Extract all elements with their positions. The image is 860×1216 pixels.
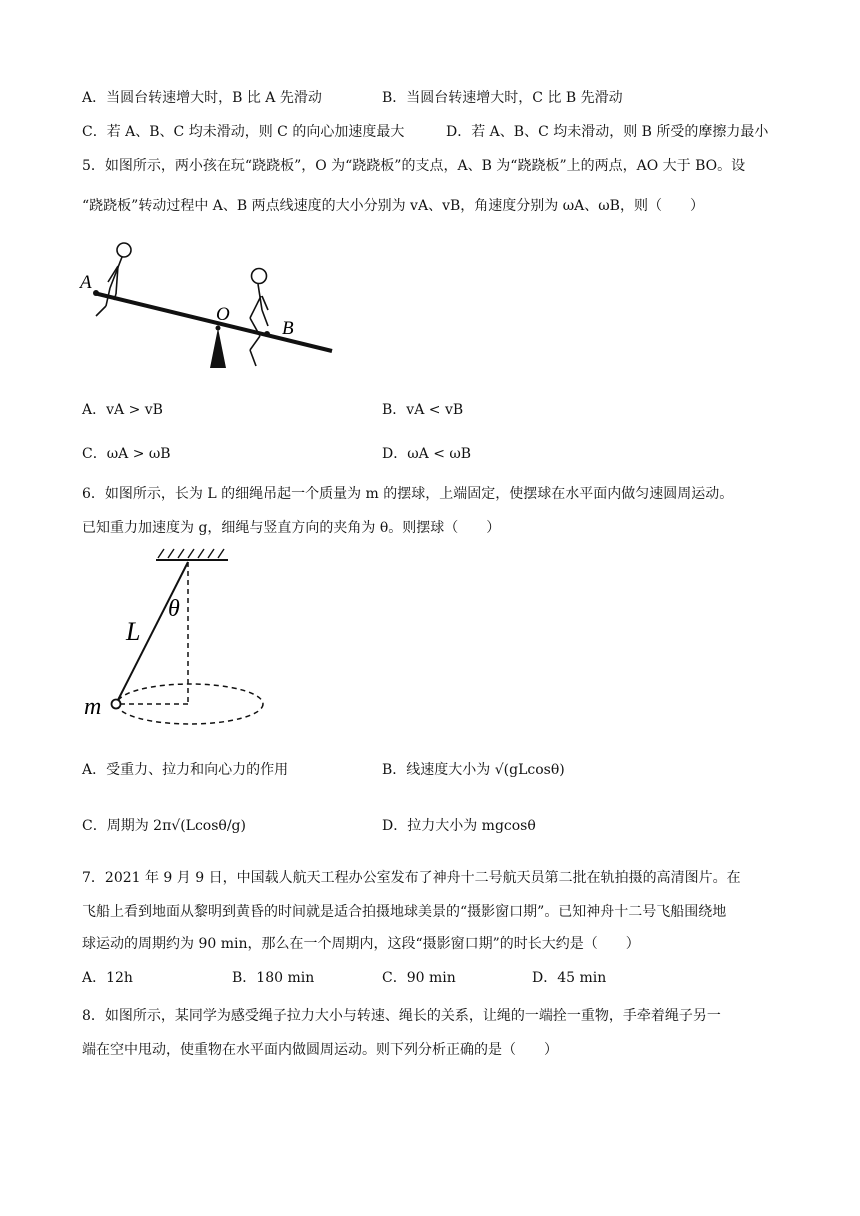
seesaw-pivot xyxy=(210,328,226,368)
right-child-figure xyxy=(250,269,268,367)
q5-stem-line1: 5．如图所示，两小孩在玩“跷跷板”，O 为“跷跷板”的支点，A、B 为“跷跷板”上的两点，AO 大于 BO。设 xyxy=(82,158,746,174)
q7-stem-line3: 球运动的周期约为 90 min，那么在一个周期内，这段“摄影窗口期”的时长大约是（ ） xyxy=(82,936,640,952)
conical-pendulum-figure xyxy=(82,544,272,734)
q5-option-c: C．ωA > ωB xyxy=(82,446,171,462)
q4-option-a: A．当圆台转速增大时，B 比 A 先滑动 xyxy=(82,90,322,106)
q7-stem-line1: 7．2021 年 9 月 9 日，中国载人航天工程办公室发布了神舟十二号航天员第二批在轨拍摄的高清图片。在 xyxy=(82,870,741,886)
label-l: L xyxy=(126,617,141,646)
q4-option-b: B．当圆台转速增大时，C 比 B 先滑动 xyxy=(382,90,623,106)
q4-option-d: D．若 A、B、C 均未滑动，则 B 所受的摩擦力最小 xyxy=(446,124,769,140)
q6-option-c: C．周期为 2π√(Lcosθ/g) xyxy=(82,818,246,834)
q6-stem-line2: 已知重力加速度为 g，细绳与竖直方向的夹角为 θ。则摆球（ ） xyxy=(82,520,501,536)
seesaw-figure xyxy=(78,238,340,370)
q6-stem-line1: 6．如图所示，长为 L 的细绳吊起一个质量为 m 的摆球，上端固定，使摆球在水平面内做匀速圆周运动。 xyxy=(82,486,734,502)
label-theta: θ xyxy=(168,596,180,622)
q8-stem-line1: 8．如图所示，某同学为感受绳子拉力大小与转速、绳长的关系，让绳的一端拴一重物，手牵着绳子另一 xyxy=(82,1008,721,1024)
label-m: m xyxy=(84,694,102,720)
q8-stem-line2: 端在空中甩动，使重物在水平面内做圆周运动。则下列分析正确的是（ ） xyxy=(82,1042,558,1058)
q7-option-b: B．180 min xyxy=(232,970,315,986)
label-b: B xyxy=(282,318,294,339)
q5-option-d: D．ωA < ωB xyxy=(382,446,472,462)
q5-option-b: B．vA < vB xyxy=(382,402,464,418)
q7-stem-line2: 飞船上看到地面从黎明到黄昏的时间就是适合拍摄地球美景的“摄影窗口期”。已知神舟十二号飞船围绕地 xyxy=(82,904,727,920)
seesaw-board xyxy=(94,293,332,351)
q7-option-d: D．45 min xyxy=(532,970,607,986)
pendulum-ball xyxy=(112,700,121,709)
q5-option-a: A．vA > vB xyxy=(82,402,163,418)
q6-option-d: D．拉力大小为 mgcosθ xyxy=(382,818,536,834)
q6-option-b: B．线速度大小为 √(gLcosθ) xyxy=(382,762,565,778)
label-a: A xyxy=(80,272,92,293)
q7-option-a: A．12h xyxy=(82,970,133,986)
q6-option-a: A．受重力、拉力和向心力的作用 xyxy=(82,762,289,778)
q4-option-c: C．若 A、B、C 均未滑动，则 C 的向心加速度最大 xyxy=(82,124,405,140)
q7-option-c: C．90 min xyxy=(382,970,456,986)
label-o: O xyxy=(216,304,230,325)
left-child-figure xyxy=(96,243,131,316)
q5-stem-line2: “跷跷板”转动过程中 A、B 两点线速度的大小分别为 vA、vB，角速度分别为 ωA、ωB，则（ ） xyxy=(82,198,704,214)
